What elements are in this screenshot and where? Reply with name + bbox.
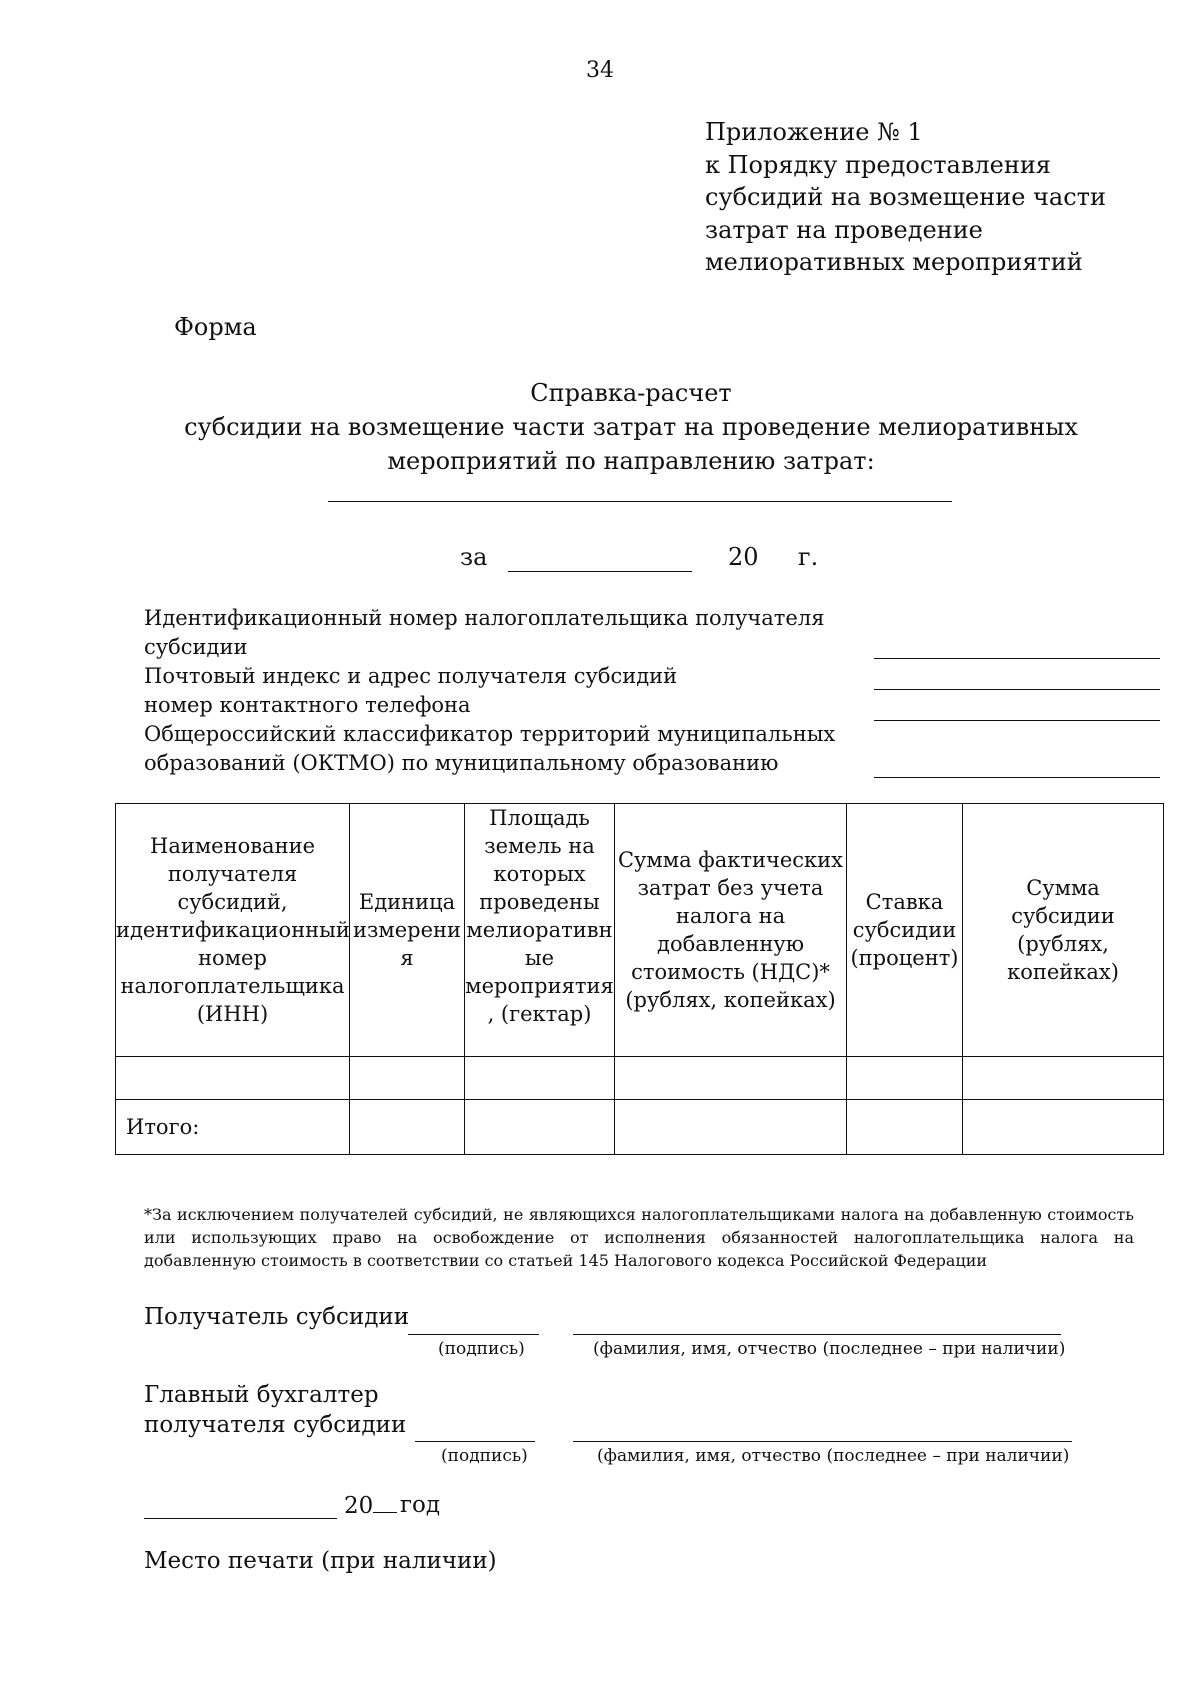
table-cell[interactable] [350, 1057, 465, 1100]
accountant-label-line-1: Главный бухгалтер [144, 1382, 379, 1408]
header-area: Площадь земель на которых проведены мелиоративн ые мероприятия , (гектар) [465, 804, 615, 1057]
recipient-signature-caption: (подпись) [438, 1339, 525, 1359]
header-subsidy-amount: Сумма субсидии (рублях, копейках) [963, 804, 1164, 1057]
appendix-line: Приложение № 1 [705, 118, 923, 146]
table-header-row [116, 804, 1164, 1057]
table-cell[interactable] [350, 1100, 465, 1155]
period-year-prefix: 20 [728, 543, 759, 571]
accountant-signature-caption: (подпись) [441, 1446, 528, 1466]
inn-blank-line[interactable] [874, 658, 1160, 659]
date-year-suffix: год [400, 1492, 441, 1518]
table-cell[interactable] [847, 1057, 963, 1100]
appendix-line: субсидий на возмещение части [705, 183, 1106, 211]
total-label: Итого: [116, 1100, 350, 1155]
title-line-3: мероприятий по направлению затрат: [387, 447, 875, 475]
title-line-1: Справка-расчет [530, 379, 732, 407]
table-cell[interactable] [465, 1100, 615, 1155]
appendix-reference [705, 116, 1106, 279]
inn-label-line-1: Идентификационный номер налогоплательщика получателя [144, 606, 825, 630]
header-actual-costs: Сумма фактических затрат без учета налога на добавленную стоимость (НДС)* (рублях, копейках) [615, 804, 847, 1057]
accountant-name-line[interactable] [573, 1441, 1072, 1442]
table-cell[interactable] [465, 1057, 615, 1100]
date-year-prefix: 20 [344, 1492, 397, 1519]
period-label: за [460, 543, 488, 571]
table-cell[interactable] [615, 1100, 847, 1155]
phone-label: номер контактного телефона [144, 693, 471, 717]
appendix-line: мелиоративных мероприятий [705, 248, 1083, 276]
recipient-signature-line[interactable] [408, 1334, 539, 1335]
accountant-label-line-2: получателя субсидии [144, 1412, 407, 1438]
table-row [116, 1057, 1164, 1100]
table-total-row [116, 1100, 1164, 1155]
recipient-info [144, 604, 835, 778]
oktmo-label-line-1: Общероссийский классификатор территорий муниципальных [144, 722, 836, 746]
appendix-line: к Порядку предоставления [705, 150, 1051, 179]
table-cell[interactable] [615, 1057, 847, 1100]
header-unit: Единица измерени я [350, 804, 465, 1057]
oktmo-label-line-2: образований (ОКТМО) по муниципальному образованию [144, 751, 779, 775]
stamp-label: Место печати (при наличии) [144, 1548, 497, 1574]
vat-footnote: *За исключением получателей субсидий, не являющихся налогоплательщиками налога на добавленную стоимость или использующих право на освобождение от исполнения обязанностей налогоплательщика налога на добавленную стоимость в соответствии со статьей 145 Налогового кодекса Российской Федерации [144, 1205, 1134, 1270]
table-cell[interactable] [963, 1100, 1164, 1155]
direction-blank-line[interactable] [328, 501, 952, 502]
title-line-2: субсидии на возмещение части затрат на проведение мелиоративных [184, 413, 1078, 441]
appendix-line: затрат на проведение [705, 215, 983, 244]
header-recipient-name: Наименование получателя субсидий, идентификационный номер налогоплательщика (ИНН) [116, 804, 350, 1057]
form-label: Форма [174, 313, 257, 341]
header-subsidy-rate: Ставка субсидии (процент) [847, 804, 963, 1057]
inn-label-line-2: субсидии [144, 635, 248, 659]
address-label: Почтовый индекс и адрес получателя субсидий [144, 664, 678, 688]
table-cell[interactable] [963, 1057, 1164, 1100]
address-blank-line[interactable] [874, 689, 1160, 690]
recipient-name-line[interactable] [573, 1334, 1061, 1335]
date-blank-line[interactable] [144, 1518, 337, 1519]
document-title [0, 376, 1200, 478]
phone-blank-line[interactable] [874, 720, 1160, 721]
accountant-name-caption: (фамилия, имя, отчество (последнее – при наличии) [597, 1446, 1070, 1466]
recipient-name-caption: (фамилия, имя, отчество (последнее – при наличии) [593, 1339, 1066, 1359]
table-cell[interactable] [116, 1057, 350, 1100]
accountant-signature-line[interactable] [415, 1441, 535, 1442]
recipient-label: Получатель субсидии [144, 1304, 410, 1330]
table-cell[interactable] [847, 1100, 963, 1155]
oktmo-blank-line[interactable] [874, 777, 1160, 778]
period-blank-line[interactable] [508, 571, 692, 572]
period-year-suffix: г. [798, 543, 819, 571]
calculation-table [115, 803, 1164, 1155]
page-number: 34 [586, 58, 614, 83]
